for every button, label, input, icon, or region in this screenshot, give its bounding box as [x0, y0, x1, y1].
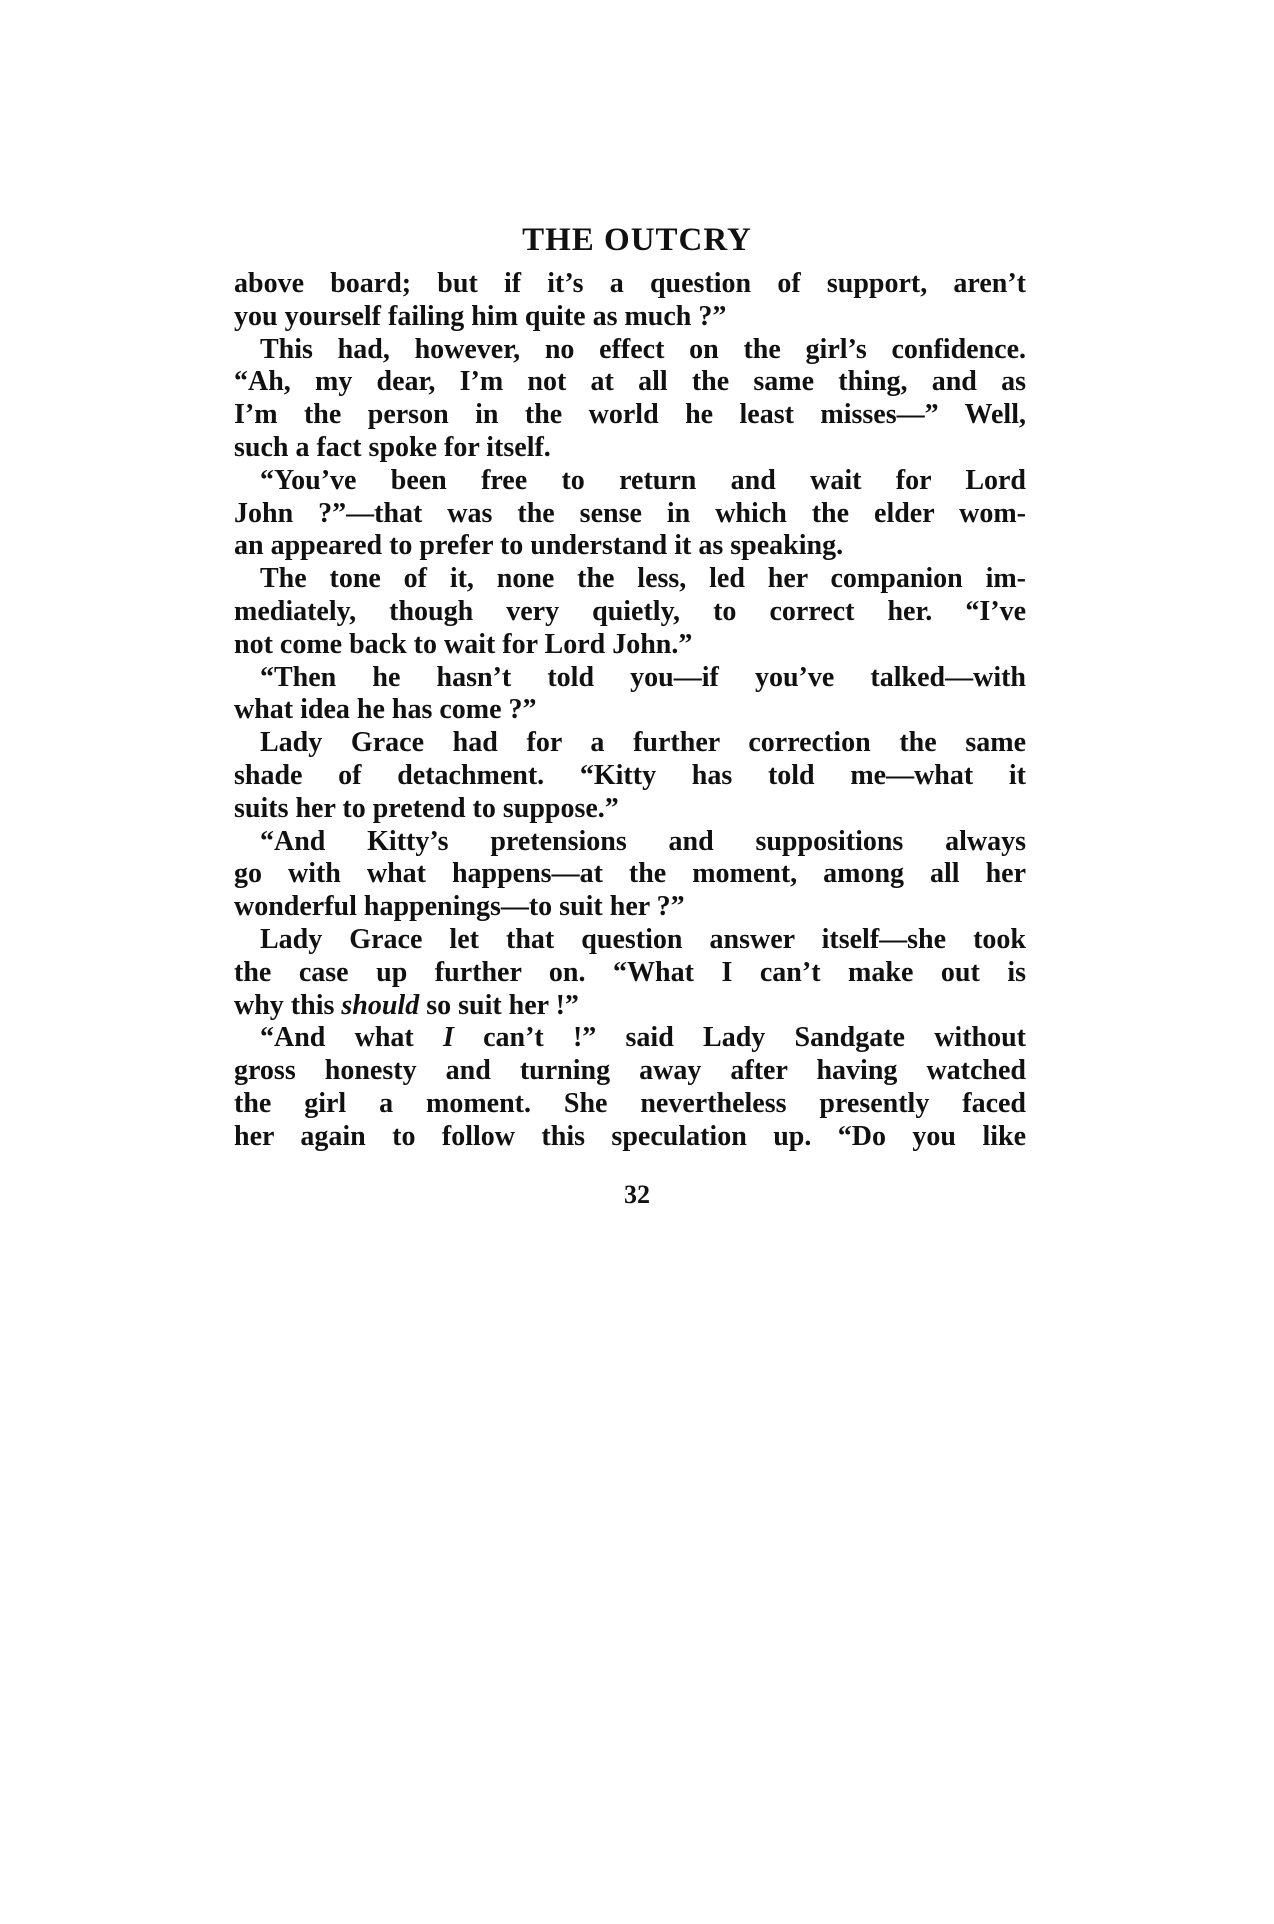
text-segment: what idea he has come ?” — [234, 694, 537, 726]
text-segment: Lady Grace had for a further correction the same — [260, 727, 1026, 759]
text-line — [234, 596, 1026, 629]
text-segment: can’t !” said Lady Sandgate without — [453, 1022, 1026, 1054]
text-line — [234, 301, 1026, 334]
text-line — [234, 432, 1026, 465]
text-segment: John ?”—that was the sense in which the elder wom- — [234, 497, 1026, 529]
text-line — [234, 990, 1026, 1023]
text-line — [234, 465, 1026, 498]
text-line — [234, 760, 1026, 793]
text-line — [234, 1088, 1026, 1121]
text-segment: “And Kitty’s pretensions and suppositions always — [260, 825, 1026, 857]
text-segment: go with what happens—at the moment, among all her — [234, 858, 1026, 890]
text-segment: not come back to wait for Lord John.” — [234, 628, 693, 660]
text-segment: wonderful happenings—to suit her ?” — [234, 891, 685, 923]
text-line — [234, 924, 1026, 957]
text-segment: why this — [234, 989, 342, 1021]
text-segment: This had, however, no effect on the girl’s confidence. — [260, 333, 1026, 365]
text-line — [234, 957, 1026, 990]
text-segment: so suit her !” — [419, 989, 579, 1021]
text-line — [234, 1121, 1026, 1154]
text-line — [234, 858, 1026, 891]
text-line — [234, 366, 1026, 399]
page-number: 32 — [624, 1180, 650, 1209]
text-line — [234, 1055, 1026, 1088]
text-line — [234, 727, 1026, 760]
text-line — [234, 563, 1026, 596]
running-title: THE OUTCRY — [522, 222, 752, 258]
text-line — [234, 826, 1026, 859]
text-segment: The tone of it, none the less, led her companion im- — [260, 563, 1026, 595]
text-line — [234, 793, 1026, 826]
text-line — [234, 629, 1026, 662]
text-segment: “You’ve been free to return and wait for Lord — [260, 464, 1026, 496]
text-line — [234, 399, 1026, 432]
text-segment: her again to follow this speculation up. “Do you like — [234, 1120, 1026, 1152]
text-line — [234, 891, 1026, 924]
body-text — [234, 268, 1026, 1154]
italic-text: should — [341, 989, 420, 1021]
text-line — [234, 268, 1026, 301]
text-line — [234, 694, 1026, 727]
text-segment: “Ah, my dear, I’m not at all the same thing, and as — [234, 366, 1026, 398]
text-line — [234, 1022, 1026, 1055]
text-segment: you yourself failing him quite as much ?” — [234, 300, 727, 332]
text-segment: such a fact spoke for itself. — [234, 431, 551, 463]
text-segment: the girl a moment. She nevertheless presently faced — [234, 1087, 1026, 1119]
text-segment: the case up further on. “What I can’t make out is — [234, 956, 1026, 988]
text-segment: Lady Grace let that question answer itself—she took — [260, 923, 1026, 955]
text-segment: mediately, though very quietly, to correct her. “I’ve — [234, 595, 1026, 627]
italic-text: I — [442, 1022, 454, 1054]
text-line — [234, 662, 1026, 695]
text-line — [234, 530, 1026, 563]
text-segment: suits her to pretend to suppose.” — [234, 792, 619, 824]
text-segment: shade of detachment. “Kitty has told me—what it — [234, 759, 1026, 791]
text-segment: above board; but if it’s a question of support, aren’t — [234, 268, 1026, 299]
text-segment: I’m the person in the world he least misses—” Well, — [234, 399, 1026, 431]
text-segment: gross honesty and turning away after having watched — [234, 1055, 1026, 1087]
text-line — [234, 498, 1026, 531]
text-line — [234, 334, 1026, 367]
text-segment: an appeared to prefer to understand it as speaking. — [234, 530, 844, 562]
text-segment: “Then he hasn’t told you—if you’ve talked—with — [260, 661, 1026, 693]
text-segment: “And what — [260, 1022, 443, 1054]
